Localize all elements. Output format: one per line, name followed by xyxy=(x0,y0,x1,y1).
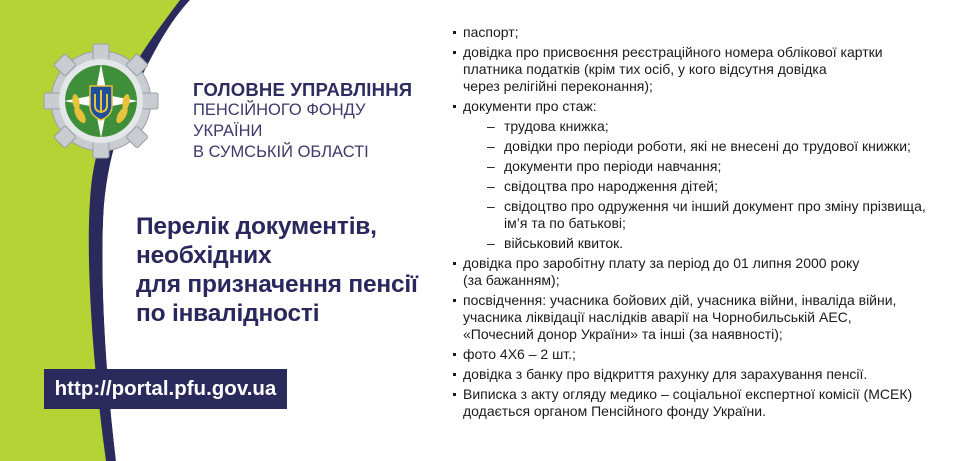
title-line-4: по інвалідності xyxy=(136,300,320,327)
document-title xyxy=(136,212,436,328)
list-item-text: довідка про заробітну плату за період до 01 липня 2000 року xyxy=(463,255,860,271)
sub-list-item-text: – довідки про періоди роботи, які не внесені до трудової книжки; xyxy=(504,138,911,154)
list-item xyxy=(452,44,952,95)
list-item xyxy=(452,24,952,41)
list-item-text: довідка про присвоєння реєстраційного номера облікової картки xyxy=(463,44,883,60)
list-item-text: «Почесний донор України» та інші (за наявності); xyxy=(463,326,783,342)
list-item xyxy=(452,386,952,420)
list-item xyxy=(452,366,952,383)
list-item xyxy=(452,292,952,343)
sub-list-item xyxy=(487,118,952,135)
list-item xyxy=(452,255,952,289)
list-item-text: паспорт; xyxy=(463,24,519,40)
portal-url: http://portal.pfu.gov.ua xyxy=(44,369,287,409)
sub-list-item-text: – військовий квиток. xyxy=(504,235,624,251)
sub-list-item-text: ім’я та по батькові; xyxy=(504,215,626,231)
sub-list-item xyxy=(487,158,952,175)
organization-name xyxy=(193,79,433,163)
pension-fund-emblem-icon xyxy=(40,40,162,162)
list-item-text: учасника ліквідації наслідків аварії на Чорнобильській АЕС, xyxy=(463,309,852,325)
list-item-text: посвідчення: учасника бойових дій, учасника війни, інваліда війни, xyxy=(463,292,897,308)
list-item-text: додається органом Пенсійного фонду України. xyxy=(463,403,767,419)
sub-list-item xyxy=(487,198,952,232)
organization-line-3: В СУМСЬКІЙ ОБЛАСТІ xyxy=(193,143,369,161)
documents-list xyxy=(452,24,952,423)
title-line-1: Перелік документів, xyxy=(136,213,377,240)
list-item-text: (за бажанням); xyxy=(463,272,560,288)
title-line-3: для призначення пенсії xyxy=(136,271,418,298)
sub-list-item-text: – трудова книжка; xyxy=(504,118,609,134)
sub-list-item-text: – документи про періоди навчання; xyxy=(504,158,722,174)
list-item-text: платника податків (крім тих осіб, у кого відсутня довідка xyxy=(463,61,827,77)
list-item-text: документи про стаж: xyxy=(463,98,597,114)
list-item-text: фото 4Х6 – 2 шт.; xyxy=(463,346,576,362)
organization-line-1: ГОЛОВНЕ УПРАВЛІННЯ xyxy=(193,79,413,100)
list-item xyxy=(452,346,952,363)
list-item xyxy=(452,98,952,252)
sub-list-item-text: – свідоцтво про одруження чи інший документ про зміну прізвища, xyxy=(504,198,926,214)
list-item-text: Виписка з акту огляду медико – соціальної експертної комісії (МСЕК) xyxy=(463,386,913,402)
sub-list-item xyxy=(487,138,952,155)
sub-list-item xyxy=(487,235,952,252)
list-item-text: через релігійні переконання); xyxy=(463,78,653,94)
sub-list xyxy=(487,118,952,252)
title-line-2: необхідних xyxy=(136,242,272,269)
sub-list-item xyxy=(487,178,952,195)
sub-list-item-text: – свідоцтва про народження дітей; xyxy=(504,178,718,194)
organization-line-2: ПЕНСІЙНОГО ФОНДУ УКРАЇНИ xyxy=(193,101,366,140)
list-item-text: довідка з банку про відкриття рахунку для зарахування пенсії. xyxy=(463,366,868,382)
